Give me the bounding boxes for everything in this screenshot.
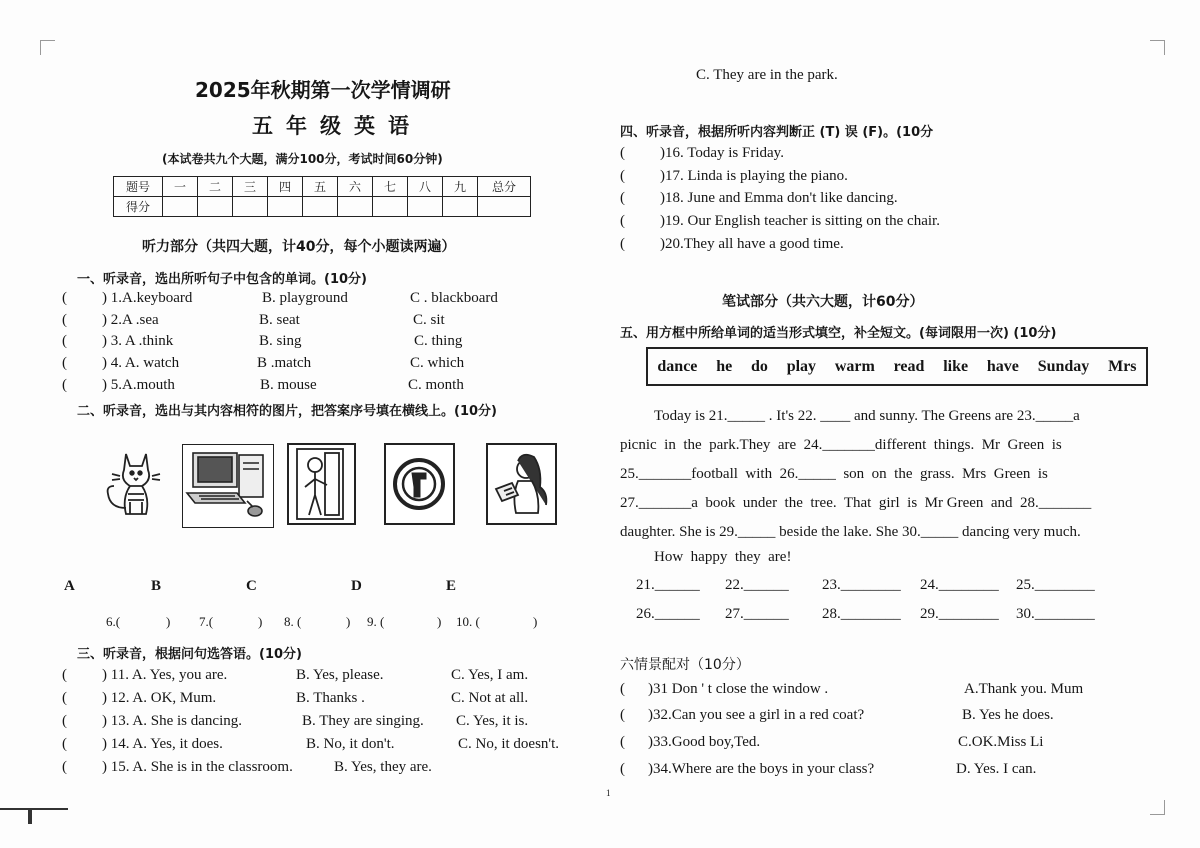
question-text: ) 15. A. She is in the classroom. bbox=[102, 759, 293, 775]
passage-line: Today is 21._____ . It's 22. ____ and sunny. The Greens are 23._____a bbox=[654, 408, 1080, 424]
answer-paren[interactable]: ( bbox=[620, 681, 625, 697]
table-cell: 四 bbox=[268, 177, 303, 197]
table-cell: 七 bbox=[373, 177, 408, 197]
section-5-title: 五、用方框中所给单词的适当形式填空，补全短文。(每词限用一次) (10分) bbox=[620, 326, 1057, 341]
answer-paren[interactable]: ( bbox=[62, 377, 67, 393]
answer-blank[interactable]: 24.________ bbox=[920, 577, 999, 593]
option-c: C. Not at all. bbox=[451, 690, 529, 706]
answer-blank[interactable]: 27.______ bbox=[725, 606, 789, 622]
response-option: B. Yes he does. bbox=[962, 707, 1054, 723]
answer-paren[interactable]: ( bbox=[62, 736, 67, 752]
table-cell: 五 bbox=[303, 177, 338, 197]
option-b: B .match bbox=[257, 355, 312, 371]
score-field[interactable] bbox=[443, 197, 478, 217]
question-text: ) 12. A. OK, Mum. bbox=[102, 690, 217, 706]
word-bank-item: do bbox=[750, 357, 768, 375]
answer-paren[interactable]: ( bbox=[62, 690, 67, 706]
answer-paren[interactable]: ( bbox=[62, 290, 67, 306]
answer-blank-9-open[interactable]: 9. ( bbox=[367, 614, 385, 629]
question-text: )31 Don ' t close the window . bbox=[648, 681, 829, 697]
option-b: B. Yes, please. bbox=[296, 667, 384, 683]
answer-blank-6-open[interactable]: 6.( bbox=[106, 614, 121, 629]
response-option: A.Thank you. Mum bbox=[964, 681, 1084, 697]
score-field[interactable] bbox=[338, 197, 373, 217]
question-text: ) 11. A. Yes, you are. bbox=[102, 667, 228, 683]
table-cell: 得分 bbox=[114, 197, 163, 217]
word-bank-item: Mrs bbox=[1108, 357, 1137, 375]
option-c-continued: C. They are in the park. bbox=[696, 67, 838, 83]
option-b: B. mouse bbox=[260, 377, 317, 393]
answer-blank[interactable]: 28.________ bbox=[822, 606, 901, 622]
option-c: C. sit bbox=[413, 312, 445, 328]
answer-paren[interactable]: ( bbox=[620, 734, 625, 750]
section-4-title: 四、听录音，根据所听内容判断正 (T) 误 (F)。(10分 bbox=[620, 125, 934, 140]
table-cell: 二 bbox=[198, 177, 233, 197]
option-b: B. seat bbox=[259, 312, 300, 328]
answer-paren[interactable]: ( bbox=[620, 213, 625, 229]
question-text: )32.Can you see a girl in a red coat? bbox=[648, 707, 865, 723]
section-6-title: 六情景配对（10分） bbox=[620, 657, 750, 673]
answer-blank-7-close: ) bbox=[258, 614, 263, 629]
answer-blank-10-open[interactable]: 10. ( bbox=[456, 614, 480, 629]
answer-blank-10-close: ) bbox=[533, 614, 538, 629]
computer-icon bbox=[182, 444, 274, 528]
exam-title: 2025年秋期第一次学情调研 bbox=[195, 78, 451, 102]
word-bank-item: Sunday bbox=[1037, 357, 1090, 375]
answer-paren[interactable]: ( bbox=[620, 236, 625, 252]
answer-blank[interactable]: 21.______ bbox=[636, 577, 700, 593]
writing-title: 笔试部分（共六大题，计60分） bbox=[722, 294, 924, 310]
table-cell: 六 bbox=[338, 177, 373, 197]
question-text: )33.Good boy,Ted. bbox=[648, 734, 761, 750]
answer-blank[interactable]: 25.________ bbox=[1016, 577, 1095, 593]
score-field[interactable] bbox=[303, 197, 338, 217]
cat-icon bbox=[96, 446, 172, 522]
passage-line: How happy they are! bbox=[654, 549, 792, 565]
answer-paren[interactable]: ( bbox=[62, 667, 67, 683]
question-text: ) 2.A .sea bbox=[102, 312, 159, 328]
score-table-header-row bbox=[114, 177, 531, 197]
passage-line: 25._______football with 26._____ son on the grass. Mrs Green is bbox=[620, 466, 1048, 482]
word-bank-item: read bbox=[893, 357, 925, 375]
answer-blank-6-close: ) bbox=[166, 614, 171, 629]
option-c: C . blackboard bbox=[410, 290, 498, 306]
exam-note: (本试卷共九个大题，满分100分，考试时间60分钟) bbox=[162, 152, 443, 166]
passage-line: picnic in the park.They are 24._______different things. Mr Green is bbox=[620, 437, 1062, 453]
table-cell: 一 bbox=[163, 177, 198, 197]
table-cell: 九 bbox=[443, 177, 478, 197]
picture-label-c: C bbox=[246, 578, 257, 594]
word-bank-item: dance bbox=[657, 357, 698, 375]
option-c: C. Yes, I am. bbox=[451, 667, 529, 683]
answer-blank[interactable]: 30.________ bbox=[1016, 606, 1095, 622]
picture-label-a: A bbox=[64, 578, 75, 594]
score-table-score-row bbox=[114, 197, 531, 217]
answer-paren[interactable]: ( bbox=[62, 333, 67, 349]
option-c: C. Yes, it is. bbox=[456, 713, 529, 729]
statement-text: )16. Today is Friday. bbox=[660, 145, 784, 161]
score-field[interactable] bbox=[478, 197, 531, 217]
option-b: B. sing bbox=[259, 333, 302, 349]
option-b: B. playground bbox=[262, 290, 348, 306]
statement-text: )19. Our English teacher is sitting on the chair. bbox=[660, 213, 940, 229]
statement-text: )17. Linda is playing the piano. bbox=[660, 168, 848, 184]
crop-mark bbox=[40, 40, 55, 55]
score-field[interactable] bbox=[268, 197, 303, 217]
crop-mark bbox=[1150, 40, 1165, 55]
word-bank-item: warm bbox=[834, 357, 875, 375]
option-c: C. which bbox=[410, 355, 465, 371]
page-edge-mark bbox=[28, 810, 32, 824]
score-field[interactable] bbox=[163, 197, 198, 217]
question-text: ) 14. A. Yes, it does. bbox=[102, 736, 223, 752]
answer-blank-9-close: ) bbox=[437, 614, 442, 629]
listening-title: 听力部分（共四大题，计40分，每个小题读两遍） bbox=[142, 239, 456, 255]
exam-subtitle: 五年级英语 bbox=[252, 114, 422, 138]
option-b: B. No, it don't. bbox=[306, 736, 395, 752]
response-option: C.OK.Miss Li bbox=[958, 734, 1044, 750]
answer-paren[interactable]: ( bbox=[620, 168, 625, 184]
question-text: ) 1.A.keyboard bbox=[102, 290, 193, 306]
answer-blank[interactable]: 26.______ bbox=[636, 606, 700, 622]
answer-paren[interactable]: ( bbox=[620, 145, 625, 161]
question-text: ) 4. A. watch bbox=[102, 355, 180, 371]
answer-blank-8-open[interactable]: 8. ( bbox=[284, 614, 302, 629]
score-field[interactable] bbox=[233, 197, 268, 217]
table-cell: 三 bbox=[233, 177, 268, 197]
option-c: C. No, it doesn't. bbox=[458, 736, 560, 752]
statement-text: )20.They all have a good time. bbox=[660, 236, 844, 252]
word-bank-item: have bbox=[986, 357, 1019, 375]
answer-paren[interactable]: ( bbox=[620, 707, 625, 723]
statement-text: )18. June and Emma don't like dancing. bbox=[660, 190, 898, 206]
section-3-title: 三、听录音，根据问句选答语。(10分) bbox=[77, 647, 302, 662]
answer-paren[interactable]: ( bbox=[620, 190, 625, 206]
answer-paren[interactable]: ( bbox=[620, 761, 625, 777]
answer-blank[interactable]: 23.________ bbox=[822, 577, 901, 593]
table-cell: 题号 bbox=[114, 177, 163, 197]
answer-paren[interactable]: ( bbox=[62, 312, 67, 328]
option-c: C. thing bbox=[414, 333, 463, 349]
score-table bbox=[113, 176, 531, 217]
answer-blank-8-close: ) bbox=[346, 614, 351, 629]
page-mark: 1 bbox=[606, 788, 611, 798]
girl-reading-icon bbox=[486, 443, 557, 525]
picture-label-e: E bbox=[446, 578, 457, 594]
option-b: B. Yes, they are. bbox=[334, 759, 432, 775]
passage-line: daughter. She is 29._____ beside the lake. She 30._____ dancing very much. bbox=[620, 524, 1081, 540]
word-bank-item: he bbox=[716, 357, 733, 375]
question-text: ) 13. A. She is dancing. bbox=[102, 713, 242, 729]
section-2-title: 二、听录音，选出与其内容相符的图片，把答案序号填在横线上。(10分) bbox=[77, 404, 497, 419]
picture-label-d: D bbox=[351, 578, 362, 594]
picture-label-b: B bbox=[151, 578, 162, 594]
score-field[interactable] bbox=[198, 197, 233, 217]
score-field[interactable] bbox=[408, 197, 443, 217]
answer-blank-7-open[interactable]: 7.( bbox=[199, 614, 214, 629]
question-text: ) 3. A .think bbox=[102, 333, 174, 349]
option-b: B. They are singing. bbox=[302, 713, 424, 729]
answer-paren[interactable]: ( bbox=[62, 759, 67, 775]
word-bank bbox=[646, 347, 1148, 386]
question-text: )34.Where are the boys in your class? bbox=[648, 761, 875, 777]
table-cell: 八 bbox=[408, 177, 443, 197]
word-bank-item: play bbox=[786, 357, 817, 375]
door-icon bbox=[287, 443, 356, 525]
response-option: D. Yes. I can. bbox=[956, 761, 1037, 777]
no-smoking-sign-icon bbox=[384, 443, 455, 525]
page-edge-line bbox=[0, 808, 68, 810]
table-cell: 总分 bbox=[478, 177, 531, 197]
option-c: C. month bbox=[408, 377, 464, 393]
question-text: ) 5.A.mouth bbox=[102, 377, 175, 393]
option-b: B. Thanks . bbox=[296, 690, 365, 706]
section-1-title: 一、听录音，选出所听句子中包含的单词。(10分) bbox=[77, 272, 367, 287]
answer-paren[interactable]: ( bbox=[62, 713, 67, 729]
answer-blank[interactable]: 29.________ bbox=[920, 606, 999, 622]
passage-line: 27._______a book under the tree. That girl is Mr Green and 28._______ bbox=[620, 495, 1092, 511]
answer-paren[interactable]: ( bbox=[62, 355, 67, 371]
crop-mark bbox=[1150, 800, 1165, 815]
word-bank-item: like bbox=[943, 357, 969, 375]
score-field[interactable] bbox=[373, 197, 408, 217]
answer-blank[interactable]: 22.______ bbox=[725, 577, 789, 593]
